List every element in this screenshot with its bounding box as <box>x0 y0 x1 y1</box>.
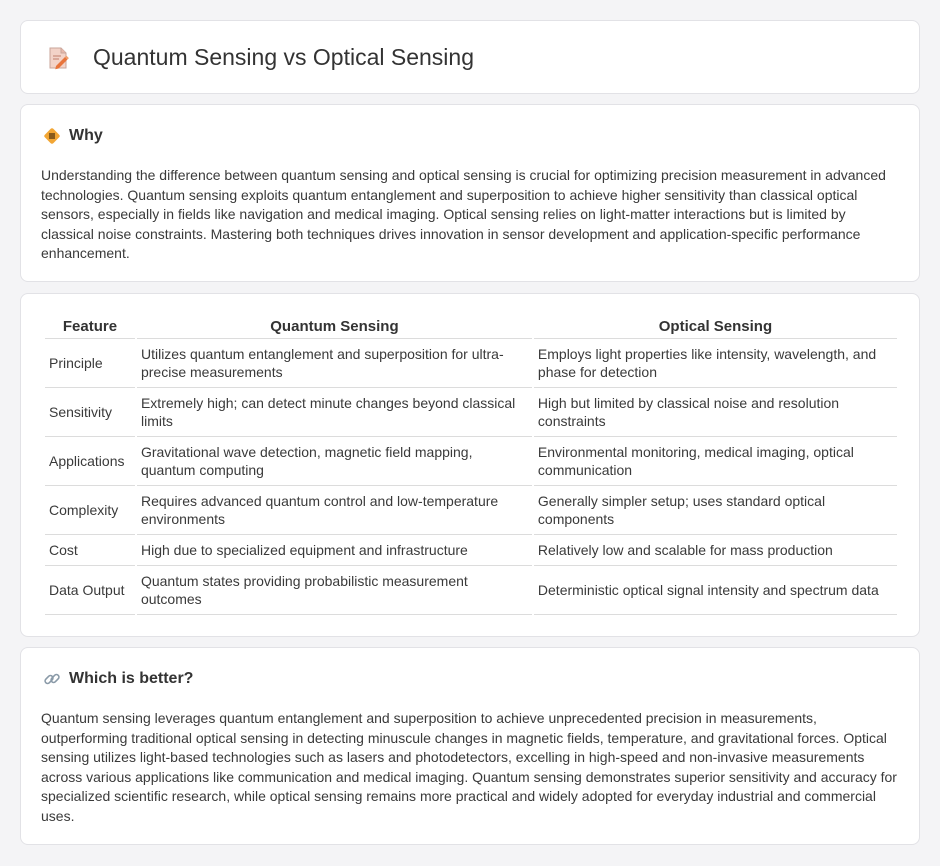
table-row <box>45 339 897 388</box>
quantum-cell: Quantum states providing probabilistic measurement outcomes <box>137 566 532 615</box>
header-optical: Optical Sensing <box>534 316 897 339</box>
table-row <box>45 566 897 615</box>
title-card <box>20 20 920 94</box>
optical-cell: Relatively low and scalable for mass production <box>534 535 897 566</box>
table-row <box>45 437 897 486</box>
which-better-heading <box>43 670 193 688</box>
which-better-paragraph: Quantum sensing leverages quantum entanglement and superposition to achieve unprecedented precision in measurements, outperforming traditional optical sensing in detecting minuscule changes in magnetic fields, temperature, and gravitational forces. Optical sensing utilizes light-based technologies such as lasers and photodetectors, excelling in high-speed and non-invasive measurements across various applications like communication and medical imaging. Quantum sensing demonstrates superior sensitivity and accuracy for specialized scientific research, while optical sensing remains more practical and widely adopted for everyday industrial and commercial uses. <box>41 710 897 824</box>
comparison-card <box>20 293 920 637</box>
feature-cell: Principle <box>45 339 135 388</box>
quantum-cell: Requires advanced quantum control and low-temperature environments <box>137 486 532 535</box>
comparison-table <box>43 316 899 615</box>
document-pencil-icon <box>45 45 71 71</box>
feature-cell: Applications <box>45 437 135 486</box>
title-row <box>45 44 474 71</box>
optical-cell: Environmental monitoring, medical imaging, optical communication <box>534 437 897 486</box>
why-heading <box>43 127 103 145</box>
table-header-row <box>45 316 897 339</box>
feature-cell: Complexity <box>45 486 135 535</box>
optical-cell: High but limited by classical noise and resolution constraints <box>534 388 897 437</box>
which-better-title: Which is better? <box>69 670 194 687</box>
which-better-card <box>20 647 920 845</box>
header-feature: Feature <box>45 316 135 339</box>
header-quantum: Quantum Sensing <box>137 316 532 339</box>
optical-cell: Deterministic optical signal intensity and spectrum data <box>534 566 897 615</box>
feature-cell: Cost <box>45 535 135 566</box>
optical-cell: Employs light properties like intensity, wavelength, and phase for detection <box>534 339 897 388</box>
table-row <box>45 535 897 566</box>
page-title: Quantum Sensing vs Optical Sensing <box>93 44 474 70</box>
why-card <box>20 104 920 282</box>
why-paragraph: Understanding the difference between quantum sensing and optical sensing is crucial for optimizing precision measurement in advanced technologies. Quantum sensing exploits quantum entanglement and superposition to achieve higher sensitivity than classical optical sensors, especially in fields like navigation and medical imaging. Optical sensing relies on light-matter interactions but is limited by classical noise constraints. Mastering both techniques drives innovation in sensor development and application-specific performance enhancement. <box>41 167 886 262</box>
why-title: Why <box>69 127 103 144</box>
optical-cell: Generally simpler setup; uses standard optical components <box>534 486 897 535</box>
diamond-warning-icon <box>43 127 61 145</box>
quantum-cell: Extremely high; can detect minute changes beyond classical limits <box>137 388 532 437</box>
link-icon <box>43 670 61 688</box>
feature-cell: Data Output <box>45 566 135 615</box>
table-row <box>45 486 897 535</box>
feature-cell: Sensitivity <box>45 388 135 437</box>
quantum-cell: High due to specialized equipment and infrastructure <box>137 535 532 566</box>
table-row <box>45 388 897 437</box>
quantum-cell: Utilizes quantum entanglement and superposition for ultra-precise measurements <box>137 339 532 388</box>
quantum-cell: Gravitational wave detection, magnetic field mapping, quantum computing <box>137 437 532 486</box>
